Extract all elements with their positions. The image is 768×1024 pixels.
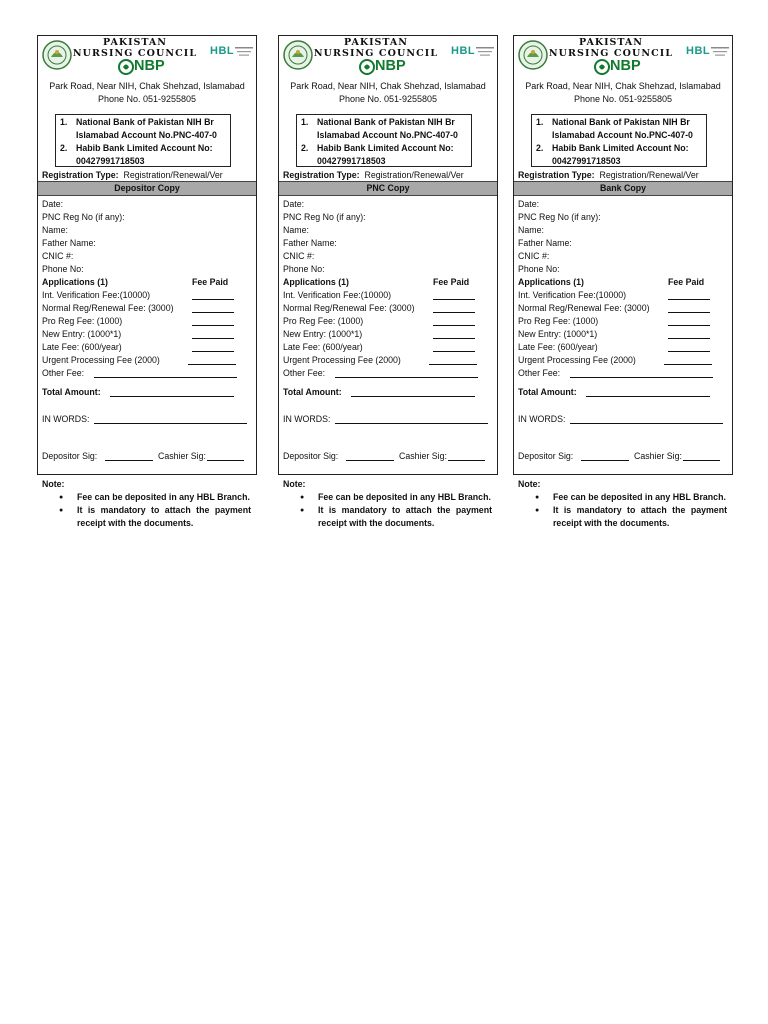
nbp-mark-icon [359, 59, 375, 75]
fee-input[interactable] [433, 289, 475, 300]
total-input[interactable] [351, 386, 475, 397]
account-item [536, 116, 706, 142]
address-line: Park Road, Near NIH, Chak Shehzad, Islamabad [290, 81, 486, 91]
fee-row [283, 302, 497, 315]
fee-label: Urgent Processing Fee (2000) [518, 355, 636, 365]
account-item [536, 142, 706, 168]
fee-label: Normal Reg/Renewal Fee: (3000) [42, 303, 174, 313]
total-label: Total Amount: [42, 387, 101, 397]
applications-label: Applications (1) [518, 277, 584, 287]
registration-value: Registration/Renewal/Ver [599, 170, 699, 180]
fee-input[interactable] [668, 315, 710, 326]
fee-input[interactable] [192, 289, 234, 300]
fee-label: New Entry: (1000*1) [518, 329, 598, 339]
fee-input[interactable] [433, 315, 475, 326]
cnic-field[interactable]: CNIC #: [42, 251, 74, 261]
phone-field[interactable]: Phone No: [283, 264, 325, 274]
fee-row [42, 302, 256, 315]
total-label: Total Amount: [518, 387, 577, 397]
fee-row [518, 289, 732, 302]
account-text: Habib Bank Limited Account No: 00427991718503 [76, 143, 213, 166]
org-line2: NURSING COUNCIL [72, 48, 198, 59]
fee-input[interactable] [668, 302, 710, 313]
fee-row [283, 367, 497, 380]
applications-row [283, 276, 497, 289]
name-field[interactable]: Name: [42, 225, 68, 235]
phone-line: Phone No. 051-9255805 [97, 94, 197, 104]
cashier-sig-input[interactable] [207, 450, 244, 461]
slip-card [513, 35, 733, 475]
phone-line: Phone No. 051-9255805 [573, 94, 673, 104]
total-row [518, 386, 732, 399]
words-label: IN WORDS: [283, 414, 331, 424]
account-text: Habib Bank Limited Account No: 00427991718503 [552, 143, 689, 166]
fee-row [283, 328, 497, 341]
date-field[interactable]: Date: [283, 199, 305, 209]
account-num: 1. [301, 117, 309, 127]
depositor-sig-input[interactable] [581, 450, 629, 461]
hbl-tagline-icon [234, 45, 254, 59]
slip-pnc [278, 35, 498, 530]
fee-row [42, 341, 256, 354]
address-line: Park Road, Near NIH, Chak Shehzad, Islamabad [525, 81, 721, 91]
fee-label: Urgent Processing Fee (2000) [42, 355, 160, 365]
registration-label: Registration Type: [283, 170, 360, 180]
pnc-reg-field[interactable]: PNC Reg No (if any): [42, 212, 125, 222]
registration-type [518, 169, 732, 181]
cashier-sig-label: Cashier Sig: [399, 451, 447, 461]
applications-row [42, 276, 256, 289]
signature-row [283, 450, 497, 463]
cashier-sig-label: Cashier Sig: [158, 451, 206, 461]
fee-label: New Entry: (1000*1) [283, 329, 363, 339]
slip-header [279, 36, 497, 80]
copy-title: Depositor Copy [38, 181, 256, 196]
fee-row [42, 328, 256, 341]
address [38, 80, 256, 106]
fee-input[interactable] [188, 354, 236, 365]
note-list [37, 491, 257, 530]
fee-input[interactable] [192, 328, 234, 339]
total-input[interactable] [586, 386, 710, 397]
fee-label: Other Fee: [42, 368, 85, 378]
hbl-logo: HBL [451, 45, 476, 57]
fee-row [42, 354, 256, 367]
copy-title: PNC Copy [279, 181, 497, 196]
total-row [42, 386, 256, 399]
note-list [278, 491, 498, 530]
depositor-sig-input[interactable] [346, 450, 394, 461]
pnc-reg-field[interactable]: PNC Reg No (if any): [518, 212, 601, 222]
name-field[interactable]: Name: [283, 225, 309, 235]
fee-label: Other Fee: [283, 368, 326, 378]
cnic-field[interactable]: CNIC #: [518, 251, 550, 261]
address-line: Park Road, Near NIH, Chak Shehzad, Islamabad [49, 81, 245, 91]
total-row [283, 386, 497, 399]
phone-field[interactable]: Phone No: [42, 264, 84, 274]
cnic-field[interactable]: CNIC #: [283, 251, 315, 261]
nbp-mark-icon [594, 59, 610, 75]
account-item [301, 116, 471, 142]
note-item: ● Fee can be deposited in any HBL Branch. [553, 491, 727, 504]
fee-input[interactable] [335, 367, 478, 378]
signature-row [42, 450, 256, 463]
fee-input[interactable] [429, 354, 477, 365]
fee-input[interactable] [433, 341, 475, 352]
fields [279, 196, 497, 463]
note-title: Note: [42, 479, 65, 489]
registration-value: Registration/Renewal/Ver [364, 170, 464, 180]
fields [38, 196, 256, 463]
account-item [60, 116, 230, 142]
account-text: National Bank of Pakistan NIH Br Islamabad Account No.PNC-407-0 [317, 117, 458, 140]
fee-input[interactable] [433, 302, 475, 313]
accounts-box [531, 114, 707, 167]
slip-bank [513, 35, 733, 530]
pnc-reg-field[interactable]: PNC Reg No (if any): [283, 212, 366, 222]
cashier-sig-input[interactable] [683, 450, 720, 461]
words-input[interactable] [335, 413, 488, 424]
fee-label: Int. Verification Fee:(10000) [42, 290, 151, 300]
father-field[interactable]: Father Name: [283, 238, 337, 248]
hbl-tagline-icon [710, 45, 730, 59]
fee-input[interactable] [94, 367, 237, 378]
registration-label: Registration Type: [42, 170, 119, 180]
words-label: IN WORDS: [518, 414, 566, 424]
fee-label: Urgent Processing Fee (2000) [283, 355, 401, 365]
father-field[interactable]: Father Name: [42, 238, 96, 248]
cashier-sig-input[interactable] [448, 450, 485, 461]
slip-card [37, 35, 257, 475]
org-line1: PAKISTAN [103, 37, 167, 48]
note-list [513, 491, 733, 530]
nbp-logo: NBP [610, 58, 641, 74]
phone-line: Phone No. 051-9255805 [338, 94, 438, 104]
registration-type [42, 169, 256, 181]
fee-row [283, 289, 497, 302]
fee-label: Other Fee: [518, 368, 561, 378]
note [37, 478, 257, 530]
nbp-logo: NBP [375, 58, 406, 74]
account-text: National Bank of Pakistan NIH Br Islamabad Account No.PNC-407-0 [76, 117, 217, 140]
fee-label: Pro Reg Fee: (1000) [518, 316, 599, 326]
fee-row [42, 289, 256, 302]
fee-row [518, 302, 732, 315]
applications-label: Applications (1) [283, 277, 349, 287]
org-line1: PAKISTAN [579, 37, 643, 48]
fee-row [283, 315, 497, 328]
account-num: 1. [60, 117, 68, 127]
hbl-tagline-icon [475, 45, 495, 59]
address [279, 80, 497, 106]
account-text: Habib Bank Limited Account No: 00427991718503 [317, 143, 454, 166]
fee-input[interactable] [668, 328, 710, 339]
fee-label: Pro Reg Fee: (1000) [283, 316, 364, 326]
account-num: 2. [60, 143, 68, 153]
nbp-mark-icon [118, 59, 134, 75]
slip-card [278, 35, 498, 475]
words-label: IN WORDS: [42, 414, 90, 424]
org-line1: PAKISTAN [344, 37, 408, 48]
fee-label: Late Fee: (600/year) [518, 342, 598, 352]
note-item: ● It is mandatory to attach the payment receipt with the documents. [318, 504, 492, 530]
fee-input[interactable] [192, 315, 234, 326]
total-input[interactable] [110, 386, 234, 397]
phone-field[interactable]: Phone No: [518, 264, 560, 274]
father-field[interactable]: Father Name: [518, 238, 572, 248]
applications-label: Applications (1) [42, 277, 108, 287]
depositor-sig-label: Depositor Sig: [283, 451, 339, 461]
account-num: 1. [536, 117, 544, 127]
accounts-box [296, 114, 472, 167]
org-line2: NURSING COUNCIL [313, 48, 439, 59]
applications-row [518, 276, 732, 289]
hbl-logo: HBL [686, 45, 711, 57]
fee-input[interactable] [192, 302, 234, 313]
registration-value: Registration/Renewal/Ver [123, 170, 223, 180]
note-item: ● It is mandatory to attach the payment receipt with the documents. [553, 504, 727, 530]
fee-row [518, 367, 732, 380]
account-item [301, 142, 471, 168]
fee-row [42, 367, 256, 380]
fee-paid-header: Fee Paid [192, 277, 229, 287]
fee-label: Int. Verification Fee:(10000) [518, 290, 627, 300]
pnc-logo-icon [282, 39, 314, 71]
fee-row [518, 341, 732, 354]
fields [514, 196, 732, 463]
note [278, 478, 498, 530]
fee-label: Int. Verification Fee:(10000) [283, 290, 392, 300]
fee-row [518, 354, 732, 367]
note [513, 478, 733, 530]
account-text: National Bank of Pakistan NIH Br Islamabad Account No.PNC-407-0 [552, 117, 693, 140]
depositor-sig-label: Depositor Sig: [518, 451, 574, 461]
signature-row [518, 450, 732, 463]
fee-paid-header: Fee Paid [433, 277, 470, 287]
note-title: Note: [283, 479, 306, 489]
fee-input[interactable] [668, 341, 710, 352]
note-item: ● Fee can be deposited in any HBL Branch. [318, 491, 492, 504]
words-input[interactable] [570, 413, 723, 424]
note-item: ● Fee can be deposited in any HBL Branch. [77, 491, 251, 504]
depositor-sig-input[interactable] [105, 450, 153, 461]
fee-paid-header: Fee Paid [668, 277, 705, 287]
fee-label: Normal Reg/Renewal Fee: (3000) [283, 303, 415, 313]
words-row [518, 413, 732, 426]
slip-header [514, 36, 732, 80]
words-row [283, 413, 497, 426]
words-input[interactable] [94, 413, 247, 424]
fee-label: Normal Reg/Renewal Fee: (3000) [518, 303, 650, 313]
slip-depositor [37, 35, 257, 530]
pnc-logo-icon [517, 39, 549, 71]
fee-label: Late Fee: (600/year) [283, 342, 363, 352]
note-item: ● It is mandatory to attach the payment receipt with the documents. [77, 504, 251, 530]
cashier-sig-label: Cashier Sig: [634, 451, 682, 461]
copy-title: Bank Copy [514, 181, 732, 196]
fee-label: Late Fee: (600/year) [42, 342, 122, 352]
account-item [60, 142, 230, 168]
name-field[interactable]: Name: [518, 225, 544, 235]
date-field[interactable]: Date: [42, 199, 64, 209]
hbl-logo: HBL [210, 45, 235, 57]
address [514, 80, 732, 106]
date-field[interactable]: Date: [518, 199, 540, 209]
nbp-logo: NBP [134, 58, 165, 74]
registration-type [283, 169, 497, 181]
fee-input[interactable] [668, 289, 710, 300]
fee-row [42, 315, 256, 328]
fee-input[interactable] [192, 341, 234, 352]
fee-label: New Entry: (1000*1) [42, 329, 122, 339]
depositor-sig-label: Depositor Sig: [42, 451, 98, 461]
words-row [42, 413, 256, 426]
fee-input[interactable] [570, 367, 713, 378]
accounts-box [55, 114, 231, 167]
total-label: Total Amount: [283, 387, 342, 397]
note-title: Note: [518, 479, 541, 489]
slip-header [38, 36, 256, 80]
org-line2: NURSING COUNCIL [548, 48, 674, 59]
fee-row [283, 354, 497, 367]
account-num: 2. [301, 143, 309, 153]
fee-input[interactable] [664, 354, 712, 365]
fee-input[interactable] [433, 328, 475, 339]
fee-label: Pro Reg Fee: (1000) [42, 316, 123, 326]
pnc-logo-icon [41, 39, 73, 71]
registration-label: Registration Type: [518, 170, 595, 180]
account-num: 2. [536, 143, 544, 153]
fee-row [518, 328, 732, 341]
fee-row [283, 341, 497, 354]
fee-row [518, 315, 732, 328]
